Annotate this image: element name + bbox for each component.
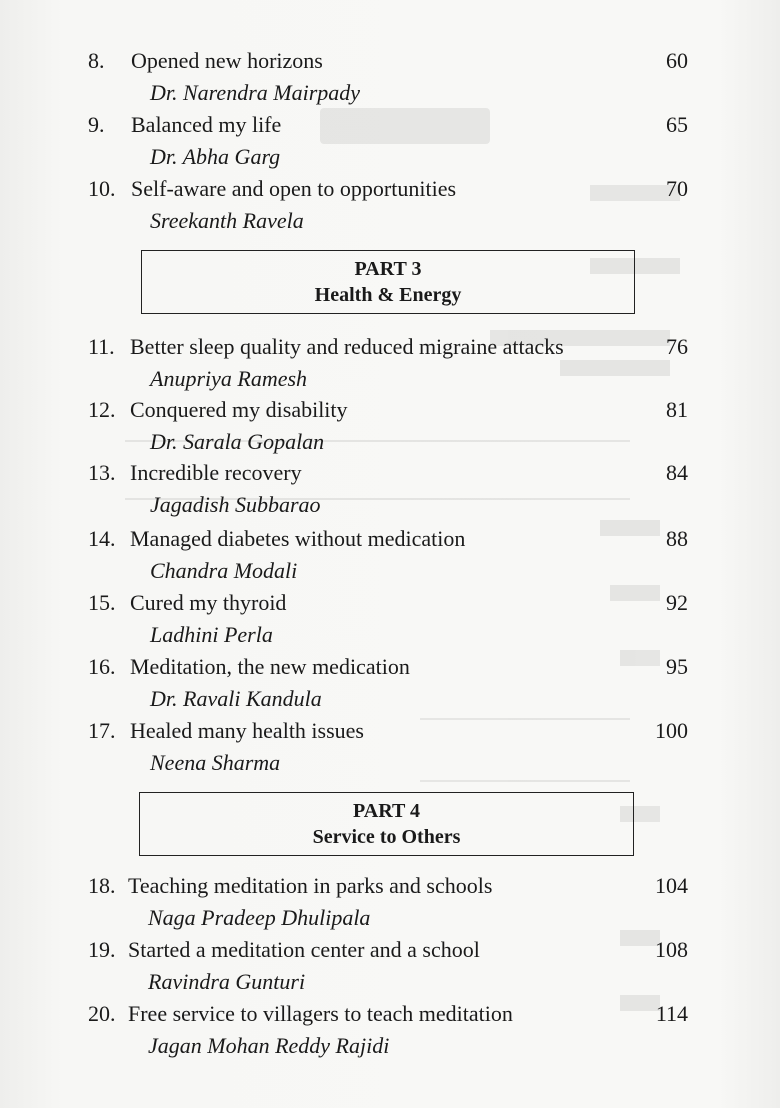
part-label: PART 4	[353, 800, 420, 822]
entry-number: 19.	[88, 937, 116, 962]
entry-author: Dr. Ravali Kandula	[150, 686, 322, 711]
entry-page: 65	[666, 112, 688, 137]
entry-title: Opened new horizons	[131, 48, 323, 73]
entry-page: 60	[666, 48, 688, 73]
entry-page: 100	[655, 718, 688, 743]
entry-author: Chandra Modali	[150, 558, 298, 583]
entry-number: 8.	[88, 48, 105, 73]
entry-number: 9.	[88, 112, 105, 137]
entry-author: Sreekanth Ravela	[150, 208, 304, 233]
part-3-heading	[141, 250, 635, 314]
entry-number: 16.	[88, 654, 116, 679]
entry-title: Managed diabetes without medication	[130, 526, 466, 551]
entry-number: 11.	[88, 334, 115, 359]
entry-number: 13.	[88, 460, 116, 485]
entry-author: Jagan Mohan Reddy Rajidi	[148, 1033, 390, 1058]
entry-title: Teaching meditation in parks and schools	[128, 873, 493, 898]
entry-title: Cured my thyroid	[130, 590, 287, 615]
entry-author: Neena Sharma	[150, 750, 281, 775]
entry-author: Jagadish Subbarao	[150, 492, 321, 517]
entry-number: 12.	[88, 397, 116, 422]
entry-page: 108	[655, 937, 688, 962]
entry-author: Naga Pradeep Dhulipala	[148, 905, 371, 930]
entry-author: Ravindra Gunturi	[148, 969, 306, 994]
entry-number: 14.	[88, 526, 116, 551]
entry-page: 92	[666, 590, 688, 615]
entry-number: 10.	[88, 176, 116, 201]
entry-author: Dr. Narendra Mairpady	[150, 80, 361, 105]
entry-page: 95	[666, 654, 688, 679]
part-name: Health & Energy	[314, 284, 462, 306]
entry-title: Better sleep quality and reduced migraine attacks	[130, 334, 564, 359]
entry-author: Ladhini Perla	[150, 622, 273, 647]
entry-title: Incredible recovery	[130, 460, 302, 485]
entry-page: 88	[666, 526, 688, 551]
entry-author: Dr. Sarala Gopalan	[150, 429, 325, 454]
entry-number: 20.	[88, 1001, 116, 1026]
entry-page: 104	[655, 873, 688, 898]
entry-title: Healed many health issues	[130, 718, 364, 743]
part-4-heading	[139, 792, 634, 856]
entry-author: Dr. Abha Garg	[150, 144, 281, 169]
entry-number: 15.	[88, 590, 116, 615]
entry-title: Self-aware and open to opportunities	[131, 176, 457, 201]
entry-page: 81	[666, 397, 688, 422]
entry-page: 70	[666, 176, 688, 201]
part-label: PART 3	[354, 258, 422, 280]
entry-title: Balanced my life	[131, 112, 282, 137]
entry-title: Meditation, the new medication	[130, 654, 410, 679]
entry-title: Free service to villagers to teach meditation	[128, 1001, 513, 1026]
entry-title: Started a meditation center and a school	[128, 937, 480, 962]
entry-page: 76	[666, 334, 688, 359]
entry-number: 17.	[88, 718, 116, 743]
entry-page: 114	[655, 1001, 688, 1026]
entry-number: 18.	[88, 873, 116, 898]
entry-title: Conquered my disability	[130, 397, 348, 422]
entry-page: 84	[666, 460, 688, 485]
part-name: Service to Others	[312, 826, 461, 848]
entry-author: Anupriya Ramesh	[150, 366, 308, 391]
